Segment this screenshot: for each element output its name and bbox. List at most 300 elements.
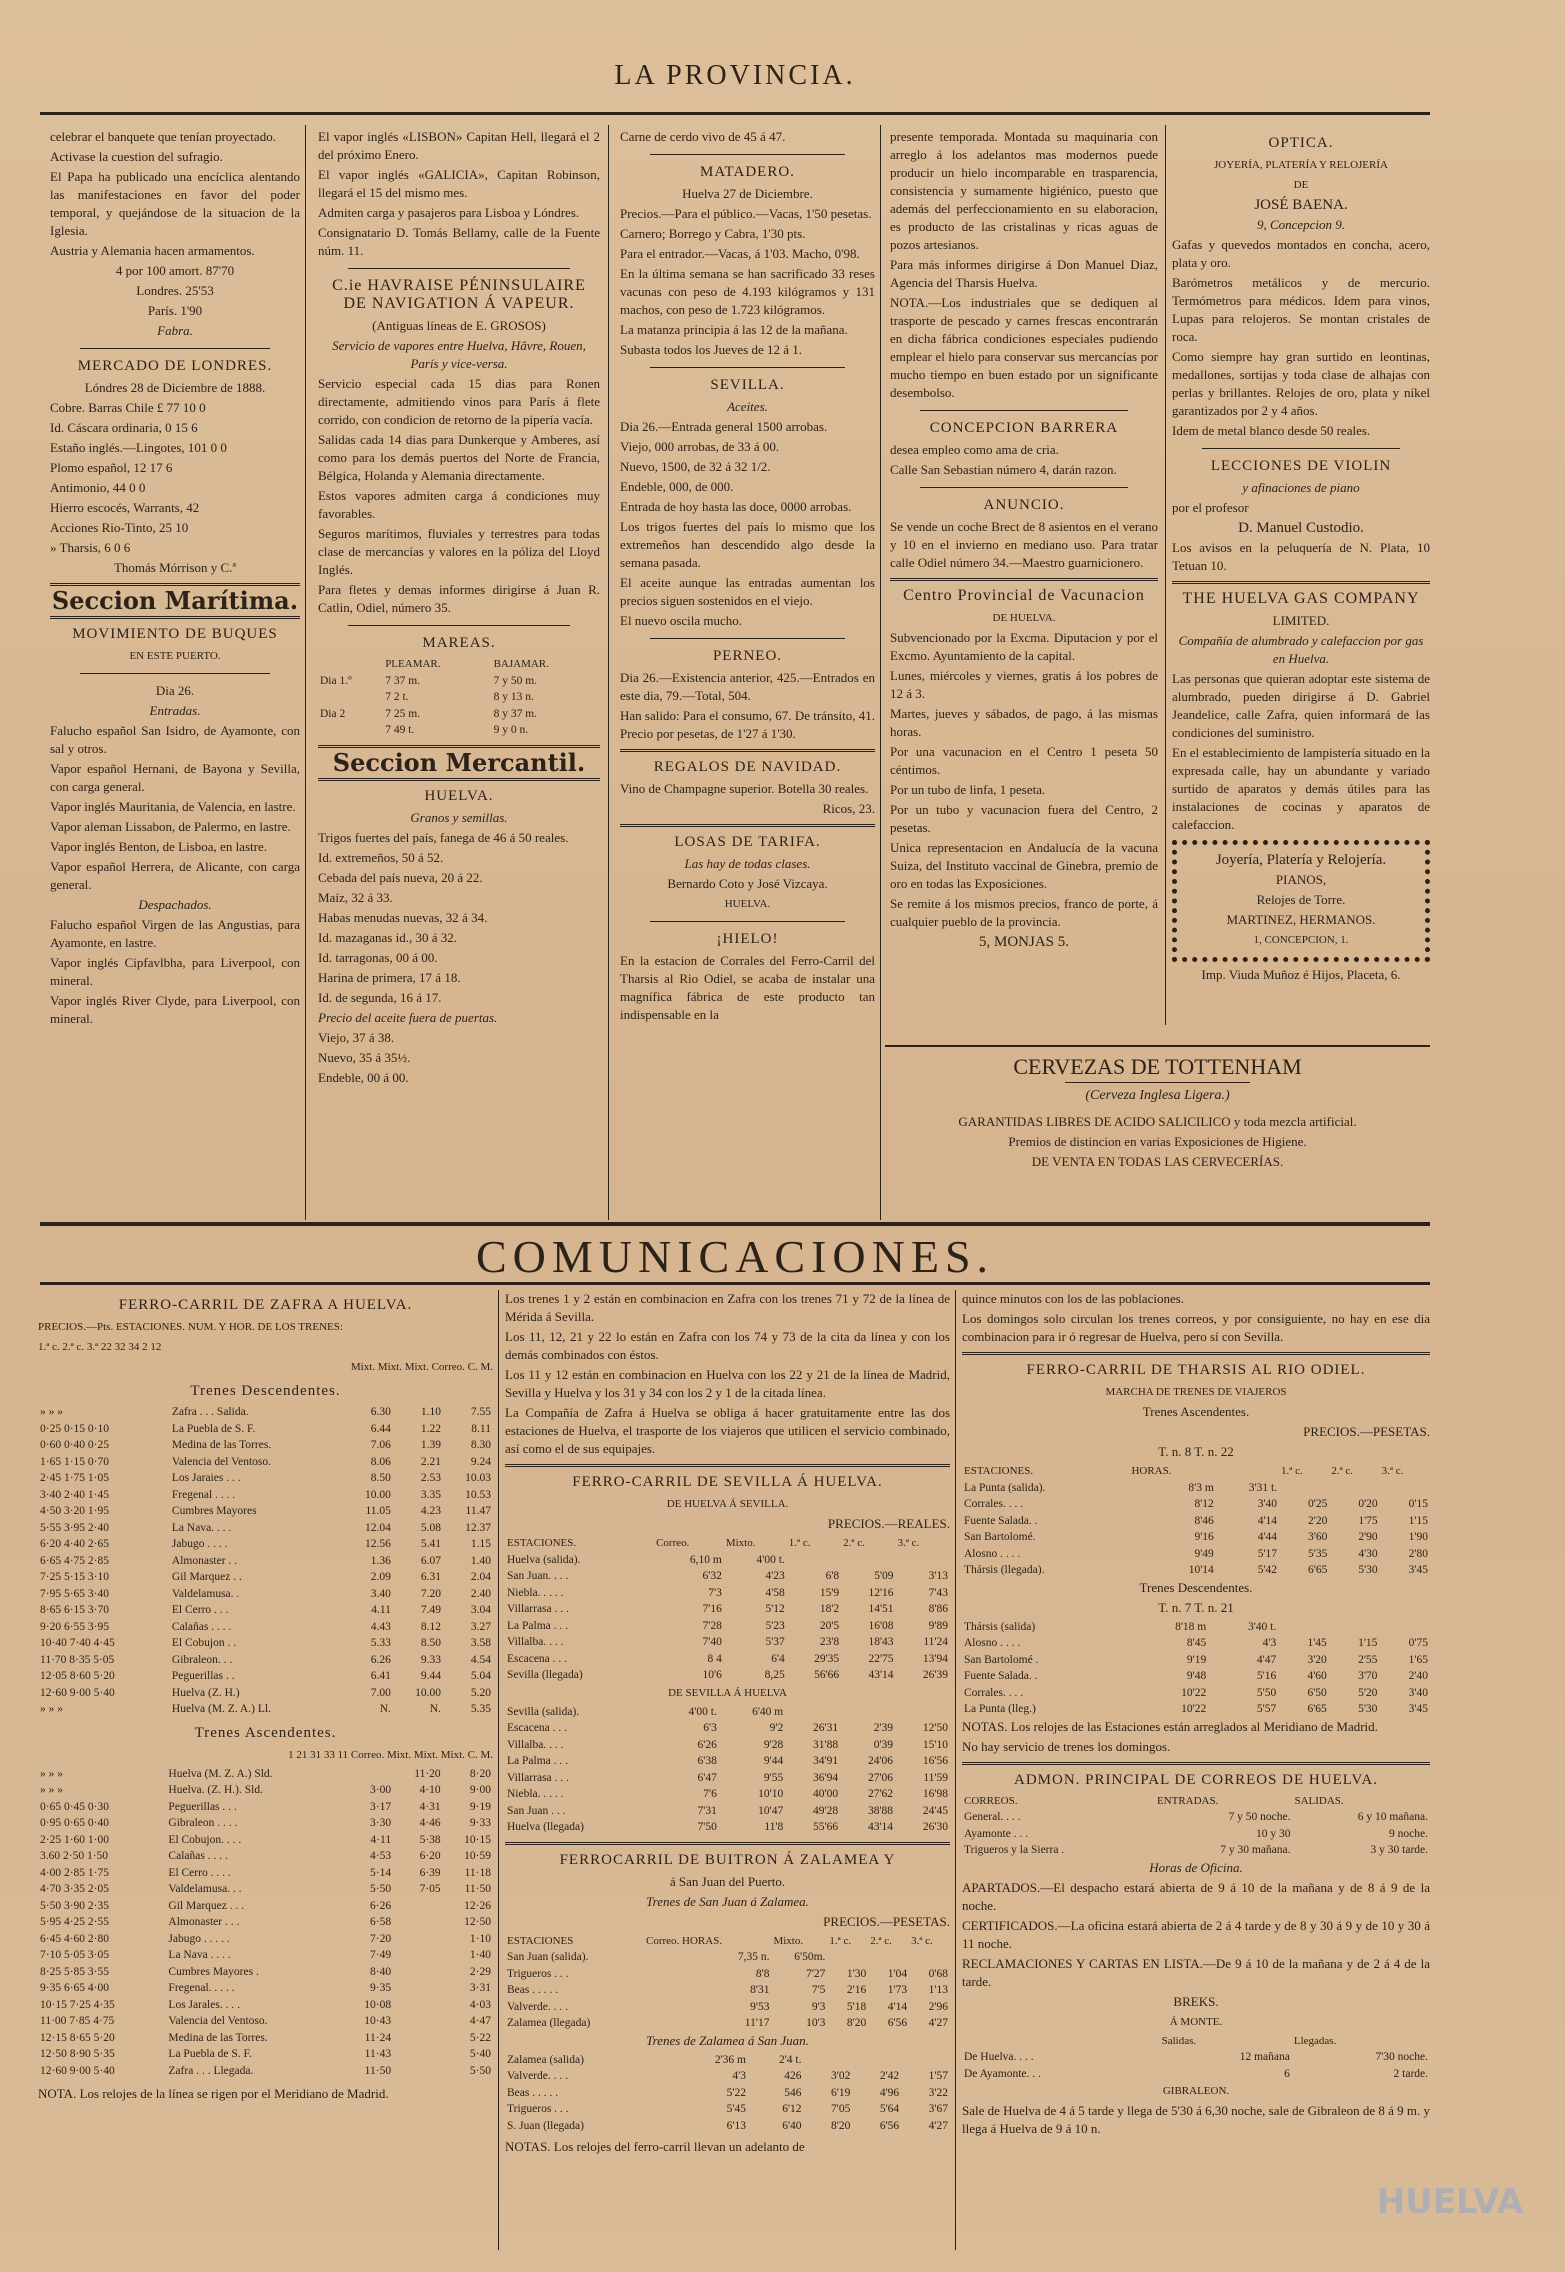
paragraph: Han salido: Para el consumo, 67. De tránsito, 41. Precio por pesetas, de 1'27 á 1'30.	[620, 708, 875, 741]
subheading: PRECIOS.—PESETAS.	[1303, 1424, 1430, 1439]
section-heading: SEVILLA.	[710, 377, 785, 393]
tides-table: PLEAMAR. BAJAMAR. Dia 1.º 7 37 m. 7 y 50 m. 7 2 t. 8 y 13 n. Dia 2 7 25 m. 8 y 37 m. 7 49 t. 9 y 0 n.	[320, 658, 549, 736]
ship-entry: Vapor español Herrera, de Alicante, con carga general.	[50, 859, 300, 892]
table-head: PRECIOS.—Pts. ESTACIONES. NUM. Y HOR. DE LOS TRENES:	[38, 1321, 343, 1333]
price-line: Viejo, 37 á 38.	[318, 1029, 395, 1045]
paragraph: El vapor inglés «GALICIA», Capitan Robinson, llegará el 15 del mismo mes.	[318, 167, 600, 200]
market-line: Acciones Rio-Tinto, 25 10	[50, 520, 189, 535]
masthead-rule	[40, 112, 1430, 115]
table-row: San Juan. . . . 6'32 4'23 6'8 5'09 3'13	[507, 1570, 948, 1582]
tharsis-desc-table	[962, 1619, 1430, 1718]
table-row: Ayamonte . . . 10 y 30 9 noche.	[964, 1827, 1428, 1840]
table-row: Niebla. . . . . 7'6 10'10 40'00 27'62 16'98	[507, 1788, 948, 1800]
column-4	[890, 128, 1158, 1028]
table-row: 4·00 2·85 1·75 El Cerro . . . . 5·14 6·39 11·18	[40, 1866, 491, 1879]
jewelry-box-ad	[1172, 840, 1430, 962]
ad-address: 9, Concepcion 9.	[1256, 217, 1346, 232]
column-rule	[955, 1290, 956, 2250]
price-line: Cebada del país nueva, 20 á 22.	[318, 869, 483, 885]
paragraph: Servicio especial cada 15 dias para Ronen directamente, admitiendo vinos para París á flete corrido, con condicion de retorno de la pipería vacía.	[318, 376, 600, 427]
printer-line: Imp. Viuda Muñoz é Hijos, Placeta, 6.	[1201, 967, 1401, 982]
ad-line: Premios de distincion en varias Exposiciones de Higiene.	[1008, 1134, 1307, 1149]
sevilla-timetable	[505, 1290, 950, 2265]
ad-address: 5, MONJAS 5.	[978, 934, 1069, 950]
ad-title: CONCEPCION BARRERA	[929, 420, 1119, 436]
table-row: Villalba. . . . 7'40 5'37 23'8 18'43 11'24	[507, 1636, 948, 1648]
note: NOTAS. Los relojes de las Estaciones están arreglados al Meridiano de Madrid.	[962, 1718, 1378, 1734]
paragraph: El vapor inglés «LISBON» Capitan Hell, llegará el 2 del próximo Enero.	[318, 129, 600, 162]
paragraph: Vino de Champagne superior. Botella 30 reales.	[620, 781, 869, 796]
comunicaciones-title: COMUNICACIONES.	[475, 1231, 995, 1282]
column-5	[1172, 128, 1430, 1028]
table-header: ESTACIONES. HORAS. 1.ª c. 2.ª c. 3.ª c.	[964, 1465, 1404, 1477]
ad-line: PIANOS,	[1275, 872, 1327, 887]
table-row: 3·40 2·40 1·45 Fregenal . . . . 10.00 3.35 10.53	[40, 1488, 491, 1501]
ad-line: GARANTIDAS LIBRES DE ACIDO SALICILICO y toda mezcla artificial.	[958, 1114, 1357, 1129]
table-row: La Punta (salida). 8'3 m 3'31 t.	[964, 1481, 1278, 1494]
table-row: 12·50 8·90 5·35 La Puebla de S. F. 11·43 5·40	[40, 2048, 491, 2060]
paragraph: Los 11 y 12 están en combinacion en Huelva con los 22 y 21 de la línea de Madrid, Sevilla y Huelva y los 31 y 34 con los 2 y 1 de la citada línea.	[505, 1367, 950, 1400]
paragraph: Se remite á los mismos precios, franco de porte, á cualquier pueblo de la provincia.	[890, 896, 1158, 929]
table-row: 6·20 4·40 2·65 Jabugo . . . . 12.56 5.41 1.15	[40, 1538, 491, 1550]
paragraph: Idem de metal blanco desde 50 reales.	[1172, 423, 1371, 438]
table-row: 0·25 0·15 0·10 La Puebla de S. F. 6.44 1.22 8.11	[40, 1422, 491, 1435]
table-row: 2·45 1·75 1·05 Los Jaraies . . . 8.50 2.53 10.03	[40, 1472, 491, 1484]
paragraph: El nuevo oscila mucho.	[620, 613, 743, 628]
paragraph: Admiten carga y pasajeros para Lisboa y Lóndres.	[318, 205, 580, 220]
table-row: Niebla. . . . . 7'3 4'58 15'9 12'16 7'43	[507, 1586, 948, 1599]
table-row: De Ayamonte. . . 6 2 tarde.	[964, 2067, 1428, 2080]
paragraph: La Compañía de Zafra á Huelva se obliga á hacer gratuitamente entre las dos estaciones de Huelva, el trasporte de los viajeros que utilicen el servicio combinado, así como el de sus equipajes.	[505, 1405, 950, 1456]
table-row: Sevilla (salida). 4'00 t. 6'40 m	[507, 1705, 784, 1718]
price-line: Precio del aceite fuera de puertas.	[318, 1009, 498, 1025]
table-row: 6·45 4·60 2·80 Jabugo . . . . . 7·20 1·10	[40, 1932, 491, 1945]
table-row: La Palma . . . 6'38 9'44 34'91 24'06 16'56	[507, 1755, 948, 1767]
ad-line: DE VENTA EN TODAS LAS CERVECERÍAS.	[1031, 1154, 1284, 1169]
ship-entry: Vapor aleman Lissabon, de Palermo, en lastre.	[50, 819, 291, 834]
ship-entry: Vapor inglés Cipfavlbha, para Liverpool, con mineral.	[50, 955, 300, 988]
table-row: San Juan (salida). 7,35 n. 6'50m.	[507, 1951, 826, 1963]
table-row: Zalamea (salida) 2'36 m 2'4 t.	[507, 2053, 802, 2066]
paragraph: Carne de cerdo vivo de 45 á 47.	[620, 129, 786, 144]
zafra-desc-table	[38, 1404, 493, 1718]
paragraph: Subvencionado por la Excma. Diputacion y por el Excmo. Ayuntamiento de la capital.	[890, 630, 1158, 663]
paragraph: Seguros marítimos, fluviales y terrestres para todas clase de mercancías y valores en la póliza del Lloyd Inglés.	[318, 526, 600, 577]
ad-subtitle: (Antiguas líneas de E. GROSOS)	[372, 318, 546, 333]
ad-subtitle: LIMITED.	[1272, 613, 1330, 628]
ad-name: JOSÉ BAENA.	[1254, 197, 1348, 213]
table-row: Huelva (llegada) 7'50 11'8 55'66 43'14 26'30	[507, 1821, 948, 1833]
ship-entry: Vapor inglés Mauritania, de Valencia, en lastre.	[50, 799, 296, 814]
ad-subtitle: DE	[1293, 179, 1309, 191]
subheading: Á MONTE.	[1169, 2015, 1223, 2028]
ad-title: REGALOS DE NAVIDAD.	[653, 759, 842, 775]
paragraph: Unica representacion en Andalucía de la vacuna Suiza, del Instituto vaccinal de Ginebra, premio de oro en todas las Exposiciones.	[890, 840, 1158, 891]
table-row: 9·35 6·65 4·00 Fregenal. . . . . 9·35 3·31	[40, 1982, 491, 1994]
table-row: 5·55 3·95 2·40 La Nava. . . . 12.04 5.08 12.37	[40, 1521, 491, 1534]
ad-title: LOSAS DE TARIFA.	[674, 834, 821, 850]
table-row: 12·60 9·00 5·40 Zafra . . . Llegada. 11·50 5·50	[40, 2064, 491, 2077]
subheading: Trenes Descendentes.	[1139, 1579, 1253, 1595]
table-row: 5·95 4·25 2·55 Almonaster . . . 6·58 12·50	[40, 1916, 491, 1928]
ad-subtitle: y afinaciones de piano	[1242, 480, 1360, 495]
zafra-timetable	[38, 1290, 493, 2265]
table-row: 0·65 0·45 0·30 Peguerillas . . . 3·17 4·31 9·19	[40, 1800, 491, 1813]
quote-source: Fabra.	[157, 323, 193, 338]
market-line: Antimonio, 44 0 0	[50, 480, 146, 495]
paragraph: Por un tubo y vacunacion fuera del Centro, 2 pesetas.	[890, 802, 1158, 835]
paragraph: Por una vacunacion en el Centro 1 peseta 50 céntimos.	[890, 744, 1158, 777]
paragraph: CERTIFICADOS.—La oficina estará abierta de 2 á 4 tarde y de 8 y 30 á 9 y de 10 y 30 á 11 noche.	[962, 1917, 1430, 1951]
column-rule	[305, 125, 306, 1220]
paragraph: Para el entrador.—Vacas, á 1'03. Macho, 0'98.	[620, 246, 860, 261]
table-row: Huelva (salida). 6,10 m 4'00 t.	[507, 1553, 785, 1566]
table-row: 11·70 8·35 5·05 Gibraleon. . . 6.26 9.33 4.54	[40, 1653, 491, 1666]
paragraph: Para fletes y demas informes dirigirse á Juan R. Catlin, Odiel, número 35.	[318, 582, 600, 615]
table-header: ESTACIONES. Correo. Mixto. 1.ª c. 2.ª c. 3.ª c.	[507, 1537, 920, 1549]
table-row: La Palma . . . 7'28 5'23 20'5 16'08 9'89	[507, 1619, 948, 1632]
paragraph: Gafas y quevedos montados en concha, acero, plata y oro.	[1172, 237, 1430, 270]
table-row: 9·20 6·55 3·95 Calañas . . . . 4.43 8.12 3.27	[40, 1620, 491, 1633]
price-line: Nuevo, 35 á 35½.	[318, 1049, 411, 1065]
table-row: General. . . . 7 y 50 noche. 6 y 10 mañana.	[964, 1811, 1428, 1823]
ad-title: ANUNCIO.	[983, 497, 1065, 513]
section-rule	[40, 1222, 1430, 1226]
table-row: Sevilla (llegada) 10'6 8,25 56'66 43'14 26'39	[507, 1669, 948, 1681]
price-line: Id. tarragonas, 00 á 00.	[318, 949, 438, 965]
paragraph: Los 11, 12, 21 y 22 lo están en Zafra con los 74 y 73 de la cita da línea y con los demás combinados con éstos.	[505, 1329, 950, 1362]
paragraph: quince minutos con los de las poblaciones.	[962, 1291, 1185, 1306]
paragraph: Subasta todos los Jueves de 12 á 1.	[620, 342, 802, 357]
masthead: LA PROVINCIA.	[614, 60, 856, 91]
column-rule	[1165, 125, 1166, 1025]
subheading: GIBRALEON.	[1162, 2085, 1230, 2097]
table-row: 10·15 7·25 4·35 Los Jarales. . . . 10·08 4·03	[40, 1998, 491, 2011]
paragraph: Austria y Alemania hacen armamentos.	[50, 243, 255, 258]
paragraph: Consignatario D. Tomás Bellamy, calle de la Fuente núm. 11.	[318, 225, 600, 258]
correos-table	[962, 1793, 1430, 1859]
subheading: Trenes Descendentes.	[190, 1383, 341, 1399]
ad-subtitle: (Cerveza Inglesa Ligera.)	[1085, 1088, 1230, 1103]
table-row: Alosno . . . . 9'49 5'17 5'35 4'30 2'80	[964, 1547, 1428, 1560]
huelva-sevilla-table	[505, 1704, 950, 1836]
table-row: 12·05 8·60 5·20 Peguerillas . . 6.41 9.44 5.04	[40, 1670, 491, 1682]
subheading: PRECIOS.—REALES.	[827, 1516, 950, 1531]
ad-place: DE HUELVA.	[992, 612, 1056, 624]
ad-title: OPTICA.	[1268, 135, 1334, 151]
paragraph: Carnero; Borrego y Cabra, 1'30 pts.	[620, 226, 806, 241]
section-heading: FERRO-CARRIL DE SEVILLA Á HUELVA.	[572, 1474, 883, 1490]
table-head: 1 21 31 33 11 Correo. Mixt. Mixt. Mixt. C. M.	[288, 1748, 493, 1761]
table-row: Corrales. . . . 8'12 3'40 0'25 0'20 0'15	[964, 1498, 1428, 1510]
subheading: T. n. 8 T. n. 22	[1158, 1444, 1234, 1459]
ad-line: MARTINEZ, HERMANOS.	[1226, 912, 1376, 927]
table-row: Beas . . . . . 8'31 7'5 2'16 1'73 1'13	[507, 1984, 948, 1996]
breks-table	[962, 2033, 1430, 2083]
paragraph: El Papa ha publicado una encíclica alentando las manifestaciones en favor del poder temporal, y quejándose de la situacion de la Iglesia.	[50, 169, 300, 238]
table-row: Fuente Salada. . 8'46 4'14 2'20 1'75 1'15	[964, 1514, 1428, 1527]
tharsis-asc-table	[962, 1463, 1430, 1579]
table-row: Villalba. . . . 6'26 9'28 31'88 0'39 15'10	[507, 1738, 948, 1751]
paragraph: celebrar el banquete que tenían proyectado.	[50, 129, 276, 144]
ad-names: Bernardo Coto y José Vizcaya.	[667, 876, 828, 891]
paragraph: Por un tubo de linfa, 1 peseta.	[890, 782, 1046, 797]
column-3	[620, 128, 875, 1218]
quote-line: Londres. 25'53	[136, 283, 214, 298]
table-row: San Bartolomé . 9'19 4'47 3'20 2'55 1'65	[964, 1653, 1428, 1666]
paragraph: Salidas cada 14 dias para Dunkerque y Amberes, así como para los demás puertos del Norte de Francia, Bélgica, Holanda y Alemania directamente.	[318, 432, 600, 483]
market-line: » Tharsis, 6 0 6	[50, 540, 131, 555]
ad-title: Centro Provincial de Vacunacion	[903, 587, 1145, 604]
library-stamp: HUELVA	[1376, 2182, 1524, 2222]
table-row: 10·40 7·40 4·45 El Cobujon . . 5.33 8.50 3.58	[40, 1637, 491, 1649]
paragraph: En el establecimiento de lampistería situado en la expresada calle, hay un abundante y variado surtido de aparatos y demás útiles para las instalaciones de cocinas y aparatos de calefaccion.	[1172, 745, 1430, 832]
ad-rule	[885, 1045, 1430, 1047]
ad-signature: Ricos, 23.	[822, 801, 875, 816]
table-row: Escacena . . . 6'3 9'2 26'31 2'39 12'50	[507, 1722, 948, 1734]
paragraph: Como siempre hay gran surtido en leontinas, medallones, sortijas y toda clase de alhajas con perlas y brillantes. Relojes de oro, plata y níkel garantizados por 2 y 4 años.	[1172, 349, 1430, 418]
ad-subtitle: Compañía de alumbrado y calefaccion por gas en Huelva.	[1178, 633, 1424, 666]
table-row: 7·10 5·05 3·05 La Nava . . . . 7·49 1·40	[40, 1949, 491, 1961]
paragraph: Calle San Sebastian número 4, darán razon.	[890, 462, 1117, 477]
subheading: Despachados.	[138, 897, 212, 912]
paragraph: Endeble, 000, de 000.	[620, 479, 734, 494]
table-header: ESTACIONES Correo. HORAS. Mixto. 1.ª c. 2.ª c. 3.ª c.	[507, 1934, 933, 1947]
paragraph: Nuevo, 1500, de 32 á 32 1/2.	[620, 459, 771, 474]
sevilla-huelva-table	[505, 1535, 950, 1684]
table-row: 6·65 4·75 2·85 Almonaster . . 1.36 6.07 1.40	[40, 1554, 491, 1567]
section-heading: PERNEO.	[712, 648, 783, 664]
ad-line: 1, CONCEPCION, 1.	[1253, 934, 1349, 946]
section-heading: FERRO-CARRIL DE ZAFRA A HUELVA.	[118, 1297, 413, 1313]
note: NOTA. Los relojes de la línea se rigen por el Meridiano de Madrid.	[38, 2086, 389, 2101]
ship-entry: Vapor inglés River Clyde, para Liverpool, con mineral.	[50, 993, 300, 1026]
column-rule	[608, 125, 609, 1220]
market-line: Hierro escocés, Warrants, 42	[50, 500, 200, 515]
paragraph: Los trenes 1 y 2 están en combinacion en Zafra con los trenes 71 y 72 de la línea de Mérida á Sevilla.	[505, 1291, 950, 1324]
paragraph: Martes, jueves y sábados, de pago, á las mismas horas.	[890, 706, 1158, 739]
section-heading: HUELVA.	[424, 787, 494, 804]
section-title: Seccion Marítima.	[51, 586, 299, 615]
paragraph: Huelva 27 de Diciembre.	[682, 186, 813, 201]
market-line: Thomás Mórrison y C.ª	[113, 560, 237, 575]
market-line: Lóndres 28 de Diciembre de 1888.	[84, 380, 266, 395]
price-line: Id. mazaganas id., 30 á 32.	[318, 929, 457, 945]
note: No hay servicio de trenes los domingos.	[962, 1738, 1171, 1754]
subheading: Horas de Oficina.	[1149, 1859, 1243, 1875]
table-row: 1·65 1·15 0·70 Valencia del Ventoso. 8.06 2.21 9.24	[40, 1455, 491, 1468]
subheading: Trenes de Zalamea á San Juan.	[646, 2032, 809, 2048]
buitron-table-2	[505, 2052, 950, 2135]
ad-place: HUELVA.	[724, 898, 771, 910]
section-heading: á San Juan del Puerto.	[669, 1873, 786, 1889]
table-row: Alosno . . . . 8'45 4'3 1'45 1'15 0'75	[964, 1637, 1428, 1649]
table-row: » » » Huelva (M. Z. A.) Ll. N. N. 5.35	[40, 1703, 491, 1715]
table-row: La Punta (lleg.) 10'22 5'57 6'65 5'30 3'45	[964, 1703, 1428, 1715]
note: NOTAS. Los relojes del ferro-carril llevan un adelanto de	[505, 2139, 805, 2154]
paragraph: Para más informes dirigirse á Don Manuel Diaz, Agencia del Tharsis Huelva.	[890, 257, 1158, 290]
tharsis-timetable	[962, 1290, 1430, 2265]
table-row: Corrales. . . . 10'22 5'50 6'50 5'20 3'40	[964, 1686, 1428, 1699]
subheading: Trenes de San Juan á Zalamea.	[646, 1893, 809, 1909]
column-2	[318, 128, 600, 1218]
ad-title: LECCIONES DE VIOLIN	[1210, 458, 1392, 474]
table-row: 7·95 5·65 3·40 Valdelamusa. . 3.40 7.20 2.40	[40, 1587, 491, 1600]
ship-entry: Vapor inglés Benton, de Lisboa, en lastre.	[50, 839, 267, 854]
paragraph: En la última semana se han sacrificado 33 reses vacunas con peso de 4.193 kilógramos y 131 machos, con peso de 1.723 kilógramos.	[620, 266, 875, 317]
paragraph: La matanza principia á las 12 de la mañana.	[620, 322, 848, 337]
paragraph: Lunes, miércoles y viernes, gratis á los pobres de 12 á 3.	[890, 668, 1158, 701]
ship-entry: Falucho español San Isidro, de Ayamonte, con sal y otros.	[50, 723, 300, 756]
price-line: Id. extremeños, 50 á 52.	[318, 849, 444, 865]
ad-subtitle: Las hay de todas clases.	[684, 856, 811, 871]
section-heading: MAREAS.	[422, 635, 496, 651]
quote-line: 4 por 100 amort. 87'70	[115, 263, 235, 278]
market-line: Id. Cáscara ordinaria, 0 15 6	[50, 420, 198, 435]
table-row: San Juan . . . 7'31 10'47 49'28 38'88 24'45	[507, 1804, 948, 1817]
paragraph: Los domingos solo circulan los trenes correos, y por consiguiente, no hay en ese dia combinacion para ir ó regresar de Huelva, pero sí con Sevilla.	[962, 1311, 1430, 1344]
table-row: San Bartolomé. 9'16 4'44 3'60 2'90 1'90	[964, 1531, 1428, 1543]
ad-subtitle: Servicio de vapores entre Huelva, Hâvre, Rouen, París y vice-versa.	[332, 338, 586, 371]
price-line: Trigos fuertes del país, fanega de 46 á 50 reales.	[318, 829, 569, 845]
paragraph: Los avisos en la peluquería de N. Plata, 10 Tetuan 10.	[1172, 540, 1430, 573]
subheading: BREKS.	[1173, 1993, 1219, 2009]
date-line: Dia 26.	[155, 683, 195, 698]
section-heading: FERROCARRIL DE BUITRON Á ZALAMEA Y	[559, 1851, 896, 1868]
subheading: T. n. 7 T. n. 21	[1158, 1599, 1234, 1615]
table-row: Villarrasa . . . 7'16 5'12 18'2 14'51 8'86	[507, 1603, 948, 1615]
price-line: Harina de primera, 17 á 18.	[318, 969, 461, 985]
table-row: Beas . . . . . 5'22 546 6'19 4'96 3'22	[507, 2086, 948, 2099]
table-row: Thársis (salida) 8'18 m 3'40 t.	[964, 1620, 1277, 1633]
column-1	[50, 128, 300, 1218]
table-row: Zalamea (llegada) 11'17 10'3 8'20 6'56 4'27	[507, 2017, 948, 2029]
paragraph: presente temporada. Montada su maquinaria con arreglo á los adelantos mas modernos puede producir un hielo incomparable en trasparencia, consistencia y sumamente higiénico, puesto que además del perfeccionamiento en su elaboracion, es producto de las cristalinas y ricas aguas de pozos artesianos.	[890, 129, 1158, 252]
section-heading: MATADERO.	[700, 164, 795, 180]
ad-title: C.ie HAVRAISE PÉNINSULAIRE DE NAVIGATION Á VAPEUR.	[332, 277, 586, 312]
subheading: Aceites.	[727, 399, 768, 414]
table-row: Fuente Salada. . 9'48 5'16 4'60 3'70 2'40	[964, 1670, 1428, 1682]
ship-entry: Vapor español Hernani, de Bayona y Sevilla, con carga general.	[50, 761, 300, 794]
paragraph: APARTADOS.—El despacho estará abierta de 9 á 10 de la mañana y de 8 á 9 de la noche.	[962, 1879, 1430, 1913]
paragraph: NOTA.—Los industriales que se dediquen al trasporte de pescado y carnes frescas encontrarán en dicha fábrica condiciones especiales pudiendo emplear el hielo para conservar sus mercancías por mucho tiempo en buen estado por un significante desembolso.	[890, 295, 1158, 400]
table-head: Mixt. Mixt. Mixt. Correo. C. M.	[350, 1361, 493, 1373]
table-row: 4·50 3·20 1·95 Cumbres Mayores 11.05 4.23 11.47	[40, 1505, 491, 1517]
table-header: Salidas. Llegadas.	[1161, 2034, 1337, 2047]
section-heading: MOVIMIENTO DE BUQUES	[72, 626, 278, 642]
price-line: Endeble, 00 á 00.	[318, 1069, 409, 1085]
subheading: DE HUELVA Á SEVILLA.	[666, 1498, 789, 1510]
paragraph: Dia 26.—Entrada general 1500 arrobas.	[620, 419, 828, 434]
table-row: De Huelva. . . . 12 mañana 7'30 noche.	[964, 2051, 1428, 2063]
table-row: » » » Huelva (M. Z. A.) Sld. 11·20 8·20	[40, 1767, 491, 1780]
table-row: 11·00 7·85 4·75 Valencia del Ventoso. 10·43 4·47	[40, 2015, 491, 2027]
ad-title: THE HUELVA GAS COMPANY	[1182, 590, 1420, 607]
paragraph: Sale de Huelva de 4 á 5 tarde y llega de 5'30 á 6,30 noche, sale de Gibraleon de 8 á 9 m. y llega á Huelva de 9 á 10 n.	[962, 2103, 1430, 2136]
section-heading: FERRO-CARRIL DE THARSIS AL RIO ODIEL.	[1026, 1362, 1366, 1378]
paragraph: desea empleo como ama de cria.	[890, 442, 1059, 457]
buitron-table-1	[505, 1933, 950, 2032]
paragraph: Los trigos fuertes del país lo mismo que los extremeños han descendido algo desde la semana pasada.	[620, 519, 875, 570]
table-row: 8·25 5·85 3·55 Cumbres Mayores . 8·40 2·29	[40, 1965, 491, 1978]
price-line: Maíz, 32 á 33.	[318, 889, 393, 905]
paragraph: El aceite aunque las entradas aumentan los precios siguen sostenidos en el viejo.	[620, 575, 875, 608]
subheading: DE SEVILLA Á HUELVA	[668, 1686, 787, 1699]
subheading: MARCHA DE TRENES DE VIAJEROS	[1105, 1386, 1287, 1398]
ad-title: ¡HIELO!	[716, 931, 779, 947]
ad-title: CERVEZAS DE TOTTENHAM	[1013, 1058, 1302, 1079]
paragraph: por el profesor	[1172, 500, 1249, 515]
subheading: EN ESTE PUERTO.	[129, 650, 221, 662]
subheading: Entradas.	[149, 703, 201, 718]
table-header: CORREOS. ENTRADAS. SALIDAS.	[964, 1794, 1344, 1807]
paragraph: Dia 26.—Existencia anterior, 425.—Entrados en este dia, 79.—Total, 504.	[620, 670, 875, 703]
paragraph: Se vende un coche Brect de 8 asientos en el verano y 10 en el invierno en mediano uso. Para tratar calle Odiel número 34.—Maestro guarnicionero.	[890, 519, 1158, 570]
ship-entry: Falucho español Virgen de las Angustias, para Ayamonte, en lastre.	[50, 917, 300, 950]
table-row: Trigueros . . . 8'8 7'27 1'30 1'04 0'68	[507, 1967, 948, 1980]
paragraph: Activase la cuestion del sufragio.	[50, 149, 223, 164]
subheading: PRECIOS.—PESETAS.	[823, 1913, 950, 1929]
market-line: Cobre. Barras Chile £ 77 10 0	[50, 400, 206, 415]
ad-name: D. Manuel Custodio.	[1238, 520, 1364, 536]
column-rule	[498, 1290, 499, 2250]
table-row: 12·15 8·65 5·20 Medina de las Torres. 11·24 5·22	[40, 2031, 491, 2044]
table-row: Trigueros y la Sierra . 7 y 30 mañana. 3 y 30 tarde.	[964, 1844, 1428, 1856]
paragraph: En la estacion de Corrales del Ferro-Carril del Tharsis al Rio Odiel, se acaba de instalar una magnífica fábrica de este producto tan indispensable en la	[620, 953, 875, 1022]
table-row: Valverde. . . . 4'3 426 3'02 2'42 1'57	[507, 2070, 948, 2082]
section-heading: ADMON. PRINCIPAL DE CORREOS DE HUELVA.	[1013, 1771, 1378, 1788]
market-line: Estaño inglés.—Lingotes, 101 0 0	[50, 440, 227, 455]
table-row: Escacena . . . 8 4 6'4 29'35 22'75 13'94	[507, 1652, 948, 1665]
table-row: » » » Huelva. (Z. H.). Sld. 3·00 4·10 9·00	[40, 1784, 491, 1796]
paragraph: Precios.—Para el público.—Vacas, 1'50 pesetas.	[620, 206, 872, 221]
cervezas-ad	[885, 1058, 1430, 1218]
paragraph: Entrada de hoy hasta las doce, 0000 arrobas.	[620, 499, 852, 514]
paragraph: RECLAMACIONES Y CARTAS EN LISTA.—De 9 á 10 de la mañana y de 2 á 4 de la tarde.	[962, 1955, 1430, 1989]
paragraph: Estos vapores admiten carga á condiciones muy favorables.	[318, 488, 600, 521]
subheading: Granos y semillas.	[410, 809, 508, 825]
ad-title: Joyería, Platería y Relojería.	[1215, 852, 1387, 868]
column-rule	[880, 125, 881, 1220]
table-row: 4·70 3·35 2·05 Valdelamusa. . . 5·50 7·05 11·50	[40, 1883, 491, 1895]
price-line: Habas menudas nuevas, 32 á 34.	[318, 909, 488, 925]
table-row: 2·25 1·60 1·00 El Cobujon. . . . 4·11 5·38 10·15	[40, 1833, 491, 1846]
table-row: 0·60 0·40 0·25 Medina de las Torres. 7.06 1.39 8.30	[40, 1439, 491, 1451]
table-row: 12·60 9·00 5·40 Huelva (Z. H.) 7.00 10.00 5.20	[40, 1686, 491, 1699]
zafra-asc-table	[38, 1766, 493, 2080]
table-row: 5·50 3·90 2·35 Gil Marquez . . . 6·26 12·26	[40, 1899, 491, 1912]
price-line: Id. de segunda, 16 á 17.	[318, 989, 442, 1005]
ad-line: Relojes de Torre.	[1256, 892, 1346, 907]
table-row: Villarrasa . . . 6'47 9'55 36'94 27'06 11'59	[507, 1771, 948, 1784]
subheading: Trenes Ascendentes.	[194, 1724, 337, 1741]
ad-subtitle: JOYERÍA, PLATERÍA Y RELOJERÍA	[1214, 159, 1388, 171]
section-title: Seccion Mercantil.	[332, 747, 586, 777]
table-row: » » » Zafra . . . Salida. 6.30 1.10 7.55	[40, 1406, 491, 1418]
table-head: 1.ª c. 2.ª c. 3.ª 22 32 34 2 12	[38, 1341, 162, 1353]
table-row: 7·25 5·15 3·10 Gil Marquez . . 2.09 6.31 2.04	[40, 1571, 491, 1583]
quote-line: París. 1'90	[147, 303, 203, 318]
table-row: Thársis (llegada). 10'14 5'42 6'65 5'30 3'45	[964, 1564, 1428, 1576]
section-heading: MERCADO DE LONDRES.	[77, 358, 273, 374]
table-row: 0·95 0·65 0·40 Gibraleon . . . . 3·30 4·46 9·33	[40, 1817, 491, 1829]
market-line: Plomo español, 12 17 6	[50, 460, 173, 475]
paragraph: Las personas que quieran adoptar este sistema de alumbrado, pueden dirigirse á D. Gabriel Jeandelice, calle Zafra, quien informará de las condiciones del suministro.	[1172, 671, 1430, 740]
subheading: Trenes Ascendentes.	[1142, 1404, 1250, 1419]
table-row: 3.60 2·50 1·50 Calañas . . . . 4·53 6·20 10·59	[40, 1850, 491, 1862]
table-row: 8·65 6·15 3·70 El Cerro . . . 4.11 7.49 3.04	[40, 1604, 491, 1616]
table-row: S. Juan (llegada) 6'13 6'40 8'20 6'56 4'27	[507, 2119, 948, 2132]
